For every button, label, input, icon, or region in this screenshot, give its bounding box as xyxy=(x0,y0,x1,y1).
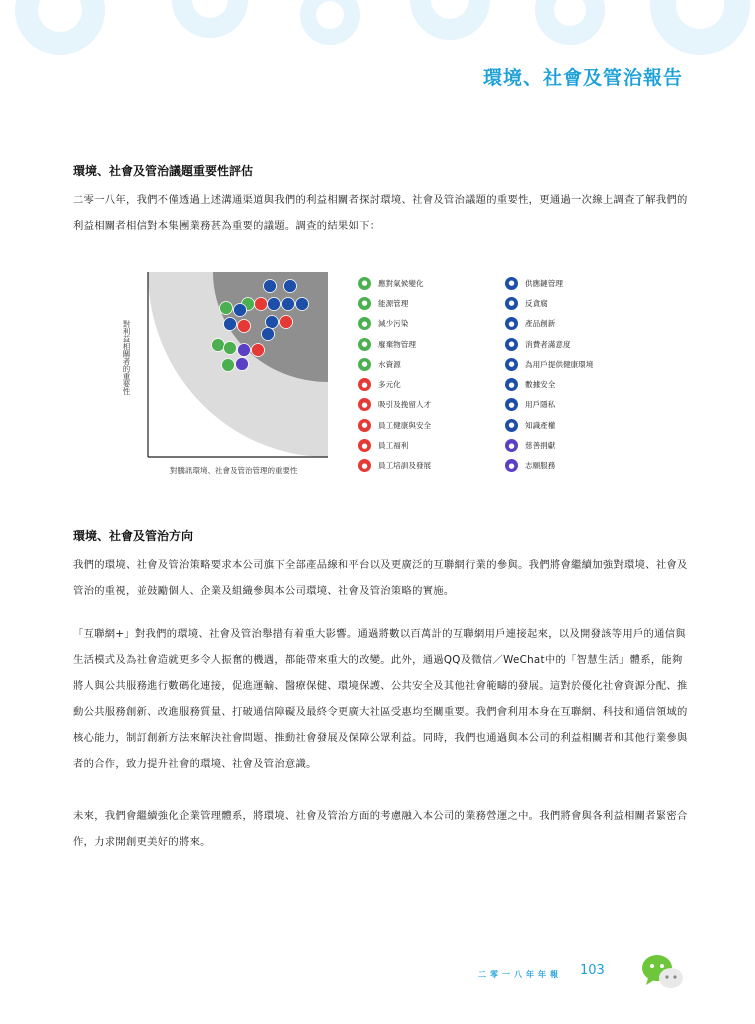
chart-point xyxy=(262,328,275,341)
legend-left-item xyxy=(358,354,431,374)
paragraph-direction-3: 未來，我們會繼續強化企業管理體系，將環境、社會及管治方面的考慮融入本公司的業務營運之中。我們將會與各利益相關者緊密合作，力求開創更美好的將來。 xyxy=(73,810,688,848)
chart-point xyxy=(238,320,251,333)
legend-right-item xyxy=(505,456,593,476)
chart-point xyxy=(264,280,277,293)
topic-icon: ● xyxy=(505,419,518,432)
footer-report-name: 二零一八年年報 xyxy=(478,970,562,979)
legend-left-item xyxy=(358,334,431,354)
legend-right-item xyxy=(505,273,593,293)
chart-point xyxy=(212,339,225,352)
legend-left-item xyxy=(358,293,431,313)
legend-label: 反貪腐 xyxy=(525,298,548,308)
materiality-chart xyxy=(118,268,330,478)
chart-point xyxy=(282,298,295,311)
legend-left-item xyxy=(358,374,431,394)
legend-label: 數據安全 xyxy=(525,380,556,390)
chart-point xyxy=(220,302,233,315)
legend-label: 多元化 xyxy=(378,380,401,390)
topic-icon: ● xyxy=(505,338,518,351)
legend-left xyxy=(358,273,431,476)
legend-right-item xyxy=(505,354,593,374)
legend-label: 減少污染 xyxy=(378,319,409,329)
topic-icon: ● xyxy=(505,439,518,452)
topic-icon: ● xyxy=(505,398,518,411)
legend-right-item xyxy=(505,374,593,394)
legend-label: 水資源 xyxy=(378,359,401,369)
legend-label: 應對氣候變化 xyxy=(378,278,424,288)
legend-label: 志願服務 xyxy=(525,461,556,471)
legend-label: 員工福利 xyxy=(378,441,409,451)
paragraph-materiality: 二零一八年，我們不僅透過上述溝通渠道與我們的利益相關者探討環境、社會及管治議題的重要性，更通過一次線上調查了解我們的利益相關者相信對本集團業務甚為重要的議題。調查的結果如下： xyxy=(73,194,688,232)
legend-right xyxy=(505,273,593,476)
legend-right-item xyxy=(505,415,593,435)
legend-label: 用戶隱私 xyxy=(525,400,556,410)
legend-right-item xyxy=(505,435,593,455)
chart-point xyxy=(266,316,279,329)
chart-point xyxy=(252,344,265,357)
chart-point xyxy=(238,344,251,357)
legend-label: 能源管理 xyxy=(378,298,409,308)
topic-icon: ● xyxy=(358,398,371,411)
legend-right-item xyxy=(505,314,593,334)
legend-right-item xyxy=(505,293,593,313)
topic-icon: ● xyxy=(358,277,371,290)
wechat-logo-icon xyxy=(640,952,686,992)
legend-label: 知識產權 xyxy=(525,420,556,430)
legend-right-item xyxy=(505,334,593,354)
legend-label: 消費者滿意度 xyxy=(525,339,571,349)
topic-icon: ● xyxy=(358,378,371,391)
topic-icon: ● xyxy=(358,358,371,371)
legend-left-item xyxy=(358,395,431,415)
legend-right-item xyxy=(505,395,593,415)
legend-label: 為用戶提供健康環境 xyxy=(525,359,594,369)
chart-point xyxy=(234,304,247,317)
chart-point xyxy=(236,358,249,371)
section-title-materiality: 環境、社會及管治議題重要性評估 xyxy=(73,164,254,178)
section-title-direction: 環境、社會及管治方向 xyxy=(73,529,194,543)
paragraph-direction-1: 我們的環境、社會及管治策略要求本公司旗下全部產品線和平台以及更廣泛的互聯網行業的參與。我們將會繼續加強對環境、社會及管治的重視，並鼓勵個人、企業及組織參與本公司環境、社會及管治策略的實施。 xyxy=(73,559,688,597)
topic-icon: ● xyxy=(505,358,518,371)
legend-label: 產品創新 xyxy=(525,319,556,329)
legend-label: 員工健康與安全 xyxy=(378,420,432,430)
topic-icon: ● xyxy=(358,439,371,452)
chart-point xyxy=(255,298,268,311)
legend-label: 員工培訓及發展 xyxy=(378,461,432,471)
page-number: 103 xyxy=(580,963,605,978)
chart-ylabel: 對利益相關者的重要性 xyxy=(122,320,131,395)
topic-icon: ● xyxy=(358,338,371,351)
legend-label: 廢棄物管理 xyxy=(378,339,416,349)
legend-left-item xyxy=(358,456,431,476)
chart-point xyxy=(268,298,281,311)
topic-icon: ● xyxy=(505,297,518,310)
topic-icon: ● xyxy=(505,378,518,391)
topic-icon: ● xyxy=(358,317,371,330)
topic-icon: ● xyxy=(358,297,371,310)
topic-icon: ● xyxy=(505,317,518,330)
legend-left-item xyxy=(358,273,431,293)
chart-point xyxy=(280,316,293,329)
legend-label: 供應鏈管理 xyxy=(525,278,563,288)
legend-left-item xyxy=(358,314,431,334)
legend-label: 慈善捐獻 xyxy=(525,441,556,451)
chart-point xyxy=(296,298,309,311)
chart-xlabel: 對騰訊環境、社會及管治管理的重要性 xyxy=(170,466,298,475)
chart-point xyxy=(222,359,235,372)
chart-point xyxy=(284,280,297,293)
gear-decoration xyxy=(0,0,755,70)
paragraph-direction-2: 「互聯網+」對我們的環境、社會及管治舉措有着重大影響。通過將數以百萬計的互聯網用戶連接起來，以及開發該等用戶的通信與生活模式及為社會造就更多令人振奮的機遇，都能帶來重大的改變。此外，通過QQ及微信／WeChat中的「智慧生活」體系，能夠將人與公共服務進行數碼化連接，促進運輸、醫療保健、環境保護、公共安全及其他社會範疇的發展。這對於優化社會資源分配、推動公共服務創新、改進服務質量、打破通信障礙及最終令更廣大社區受惠均至關重要。我們會利用本身在互聯網、科技和通信領域的核心能力，制訂創新方法來解決社會問題、推動社會發展及保障公眾利益。同時，我們也通過與本公司的利益相關者和其他行業參與者的合作，致力提升社會的環境、社會及管治意識。 xyxy=(73,628,688,770)
topic-icon: ● xyxy=(505,459,518,472)
legend-left-item xyxy=(358,435,431,455)
chart-point xyxy=(224,342,237,355)
topic-icon: ● xyxy=(358,459,371,472)
legend-label: 吸引及挽留人才 xyxy=(378,400,432,410)
topic-icon: ● xyxy=(505,277,518,290)
legend-left-item xyxy=(358,415,431,435)
page-header-title: 環境、社會及管治報告 xyxy=(482,67,683,89)
chart-point xyxy=(224,318,237,331)
topic-icon: ● xyxy=(358,419,371,432)
